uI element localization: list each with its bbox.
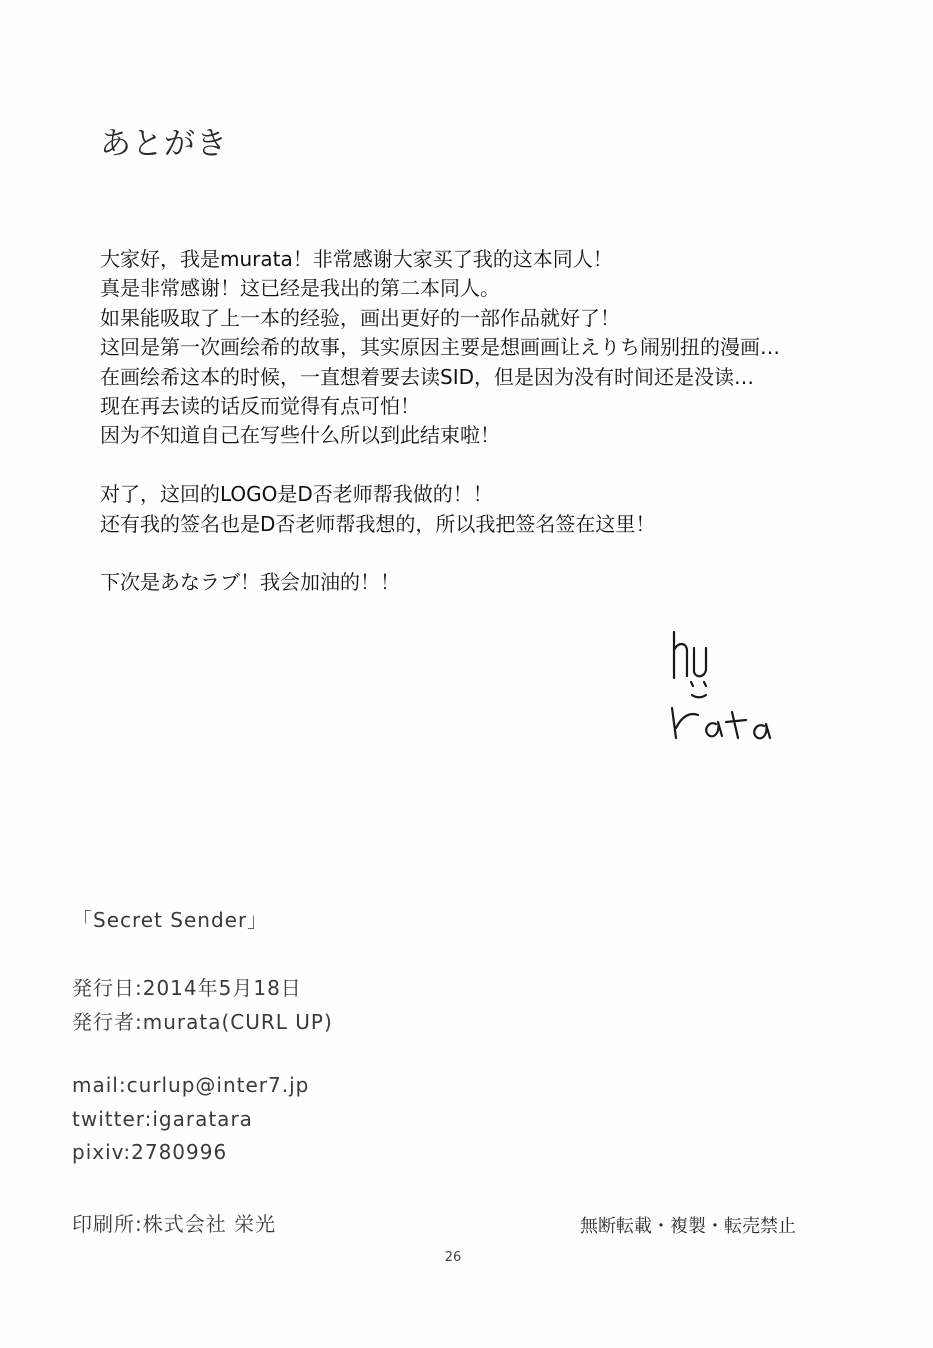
- body-line: 因为不知道自己在写些什么所以到此结束啦！: [100, 423, 500, 448]
- copyright-notice: 無断転載・複製・転売禁止: [580, 1216, 796, 1237]
- colophon-pixiv: pixiv:2780996: [72, 1140, 228, 1164]
- colophon-twitter: twitter:igaratara: [72, 1107, 253, 1131]
- colophon-date: 発行日:2014年5月18日: [72, 976, 302, 1000]
- page-heading: あとがき: [100, 126, 228, 162]
- handwritten-signature: [660, 620, 790, 750]
- colophon-title: 「Secret Sender」: [72, 908, 269, 932]
- body-line: 对了，这回的LOGO是D否老师帮我做的！！: [100, 482, 493, 507]
- colophon-mail: mail:curlup@inter7.jp: [72, 1073, 310, 1097]
- paragraph-gap: [100, 539, 900, 568]
- colophon-printer: 印刷所:株式会社 栄光: [72, 1212, 277, 1236]
- body-line: 这回是第一次画绘希的故事，其实原因主要是想画画让えりち闹别扭的漫画…: [100, 335, 780, 360]
- afterword-body: [100, 245, 900, 598]
- body-line: 还有我的签名也是D否老师帮我想的，所以我把签名签在这里！: [100, 511, 656, 536]
- page-number: 26: [444, 1250, 462, 1265]
- body-line: 大家好，我是murata！非常感谢大家买了我的这本同人！: [100, 247, 613, 271]
- body-line: 真是非常感谢！这已经是我出的第二本同人。: [100, 276, 500, 301]
- paragraph-gap: [100, 451, 900, 480]
- body-line: 在画绘希这本的时候，一直想着要去读SID，但是因为没有时间还是没读…: [100, 364, 754, 389]
- body-line: 下次是あなラブ！我会加油的！！: [100, 570, 400, 595]
- colophon-publisher: 発行者:murata(CURL UP): [72, 1010, 333, 1034]
- body-line: 如果能吸取了上一本的经验，画出更好的一部作品就好了！: [100, 305, 620, 330]
- body-line: 现在再去读的话反而觉得有点可怕！: [100, 393, 420, 418]
